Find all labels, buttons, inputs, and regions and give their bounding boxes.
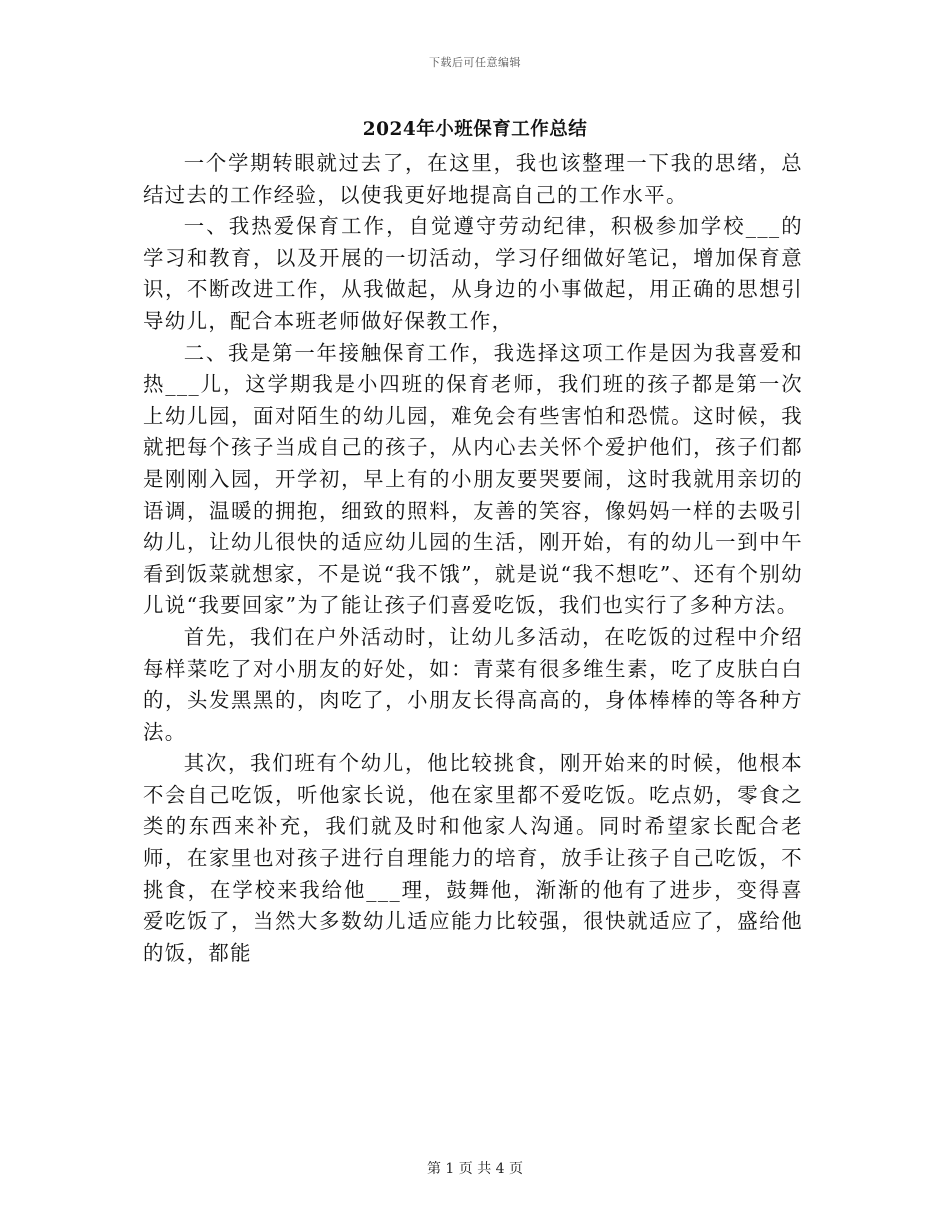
page-header-note: 下载后可任意编辑: [429, 56, 521, 69]
paragraph-second: 其次，我们班有个幼儿，他比较挑食，刚开始来的时候，他根本不会自己吃饭，听他家长说，他在家里都不爱吃饭。吃点奶，零食之类的东西来补充，我们就及时和他家人沟通。同时希望家长配合老师，在家里也对孩子进行自理能力的培育，放手让孩子自己吃饭，不挑食，在学校来我给他___理，鼓舞他，渐渐的他有了进步，变得喜爱吃饭了，当然大多数幼儿适应能力比较强，很快就适应了，盛给他的饭，都能: [143, 751, 803, 965]
document-title: 2024年小班保育工作总结: [362, 119, 588, 140]
paragraph-first: 首先，我们在户外活动时，让幼儿多活动，在吃饭的过程中介绍每样菜吃了对小朋友的好处，如：青菜有很多维生素，吃了皮肤白白的，头发黑黑的，肉吃了，小朋友长得高高的，身体棒棒的等各种方法。: [143, 624, 803, 744]
paragraph-intro: 一个学期转眼就过去了，在这里，我也该整理一下我的思绪，总结过去的工作经验，以使我更好地提高自己的工作水平。: [143, 151, 803, 207]
paragraph-section-two: 二、我是第一年接触保育工作，我选择这项工作是因为我喜爱和热___儿，这学期我是小四班的保育老师，我们班的孩子都是第一次上幼儿园，面对陌生的幼儿园，难免会有些害怕和恐慌。这时候，我就把每个孩子当成自己的孩子，从内心去关怀个爱护他们，孩子们都是刚刚入园，开学初，早上有的小朋友要哭要闹，这时我就用亲切的语调，温暖的拥抱，细致的照料，友善的笑容，像妈妈一样的去吸引幼儿，让幼儿很快的适应幼儿园的生活，刚开始，有的幼儿一到中午看到饭菜就想家，不是说“我不饿”，就是说“我不想吃”、还有个别幼儿说“我要回家”为了能让孩子们喜爱吃饭，我们也实行了多种方法。: [143, 340, 803, 618]
page-number-footer: 第 1 页 共 4 页: [426, 1161, 524, 1177]
document-body: [143, 148, 803, 969]
paragraph-section-one: 一、我热爱保育工作，自觉遵守劳动纪律，积极参加学校___的学习和教育，以及开展的一切活动，学习仔细做好笔记，增加保育意识，不断改进工作，从我做起，从身边的小事做起，用正确的思想引导幼儿，配合本班老师做好保教工作，: [143, 214, 803, 333]
